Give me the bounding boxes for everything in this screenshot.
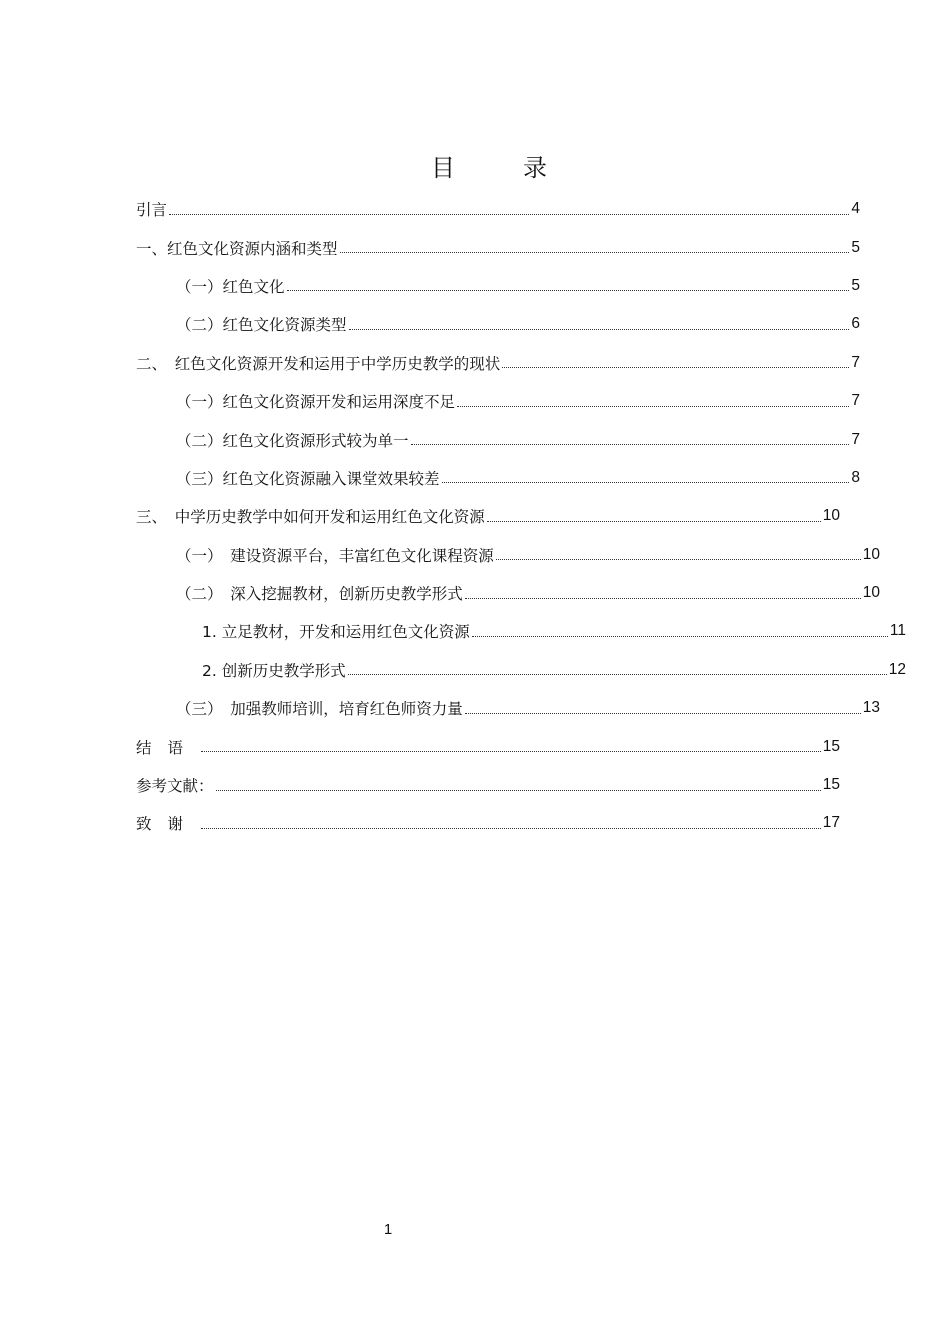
- toc-entry-section-2-2[interactable]: [136, 420, 860, 458]
- toc-page-number: 6: [851, 315, 860, 333]
- toc-page-number: 10: [822, 507, 840, 525]
- toc-entry-text: 三、 中学历史教学中如何开发和运用红色文化资源: [136, 508, 485, 527]
- toc-entry-text: （一）红色文化: [176, 277, 285, 296]
- toc-page-number: 15: [822, 737, 840, 755]
- toc-title: 目 录: [431, 154, 569, 182]
- toc-entry-text: （二）红色文化资源类型: [176, 316, 347, 335]
- toc-entry-subsection-3-2-2[interactable]: [136, 651, 906, 689]
- toc-page-number: 7: [851, 430, 860, 448]
- toc-entry-text: 引言: [136, 201, 168, 220]
- toc-entry-introduction[interactable]: [136, 190, 860, 228]
- toc-entry-text: （三） 加强教师培训，培育红色师资力量: [176, 700, 463, 719]
- footer-page-number: 1: [383, 1221, 393, 1238]
- toc-leader-dots: [340, 252, 850, 253]
- toc-leader-dots: [169, 214, 849, 215]
- toc-entry-text: （二） 深入挖掘教材，创新历史教学形式: [176, 585, 463, 604]
- toc-leader-dots: [465, 713, 861, 714]
- toc-page-number: 5: [851, 238, 860, 256]
- toc-leader-dots: [201, 828, 821, 829]
- toc-entry-acknowledgements[interactable]: [136, 804, 840, 842]
- toc-leader-dots: [465, 598, 861, 599]
- toc-entry-subsection-3-2-1[interactable]: [136, 612, 906, 650]
- toc-entry-section-3-3[interactable]: [136, 689, 880, 727]
- toc-entry-text: 2. 创新历史教学形式: [202, 661, 346, 680]
- table-of-contents: [136, 190, 906, 843]
- toc-leader-dots: [349, 329, 850, 330]
- toc-leader-dots: [496, 559, 861, 560]
- toc-leader-dots: [472, 636, 888, 637]
- toc-entry-chapter-2[interactable]: [136, 344, 860, 382]
- toc-page-number: 5: [851, 276, 860, 294]
- toc-entry-text: 1. 立足教材，开发和运用红色文化资源: [202, 623, 470, 642]
- toc-page-number: 10: [862, 545, 880, 563]
- toc-entry-section-1-1[interactable]: [136, 267, 860, 305]
- toc-leader-dots: [287, 290, 850, 291]
- toc-entry-section-2-1[interactable]: [136, 382, 860, 420]
- toc-leader-dots: [502, 367, 849, 368]
- toc-entry-text: 一、红色文化资源内涵和类型: [136, 239, 338, 258]
- toc-entry-chapter-3[interactable]: [136, 497, 840, 535]
- toc-leader-dots: [457, 406, 849, 407]
- toc-entry-text: （二）红色文化资源形式较为单一: [176, 431, 409, 450]
- toc-entry-text: （一） 建设资源平台，丰富红色文化课程资源: [176, 546, 494, 565]
- toc-leader-dots: [216, 790, 821, 791]
- toc-entry-section-3-2[interactable]: [136, 574, 880, 612]
- toc-entry-text: （三）红色文化资源融入课堂效果较差: [176, 469, 440, 488]
- toc-page-number: 7: [851, 392, 860, 410]
- toc-page-number: 15: [822, 776, 840, 794]
- toc-entry-chapter-1[interactable]: [136, 228, 860, 266]
- toc-entry-text: 二、 红色文化资源开发和运用于中学历史教学的现状: [136, 354, 501, 373]
- toc-page-number: 12: [888, 660, 906, 678]
- toc-page-number: 11: [889, 622, 906, 640]
- toc-page-number: 10: [862, 584, 880, 602]
- toc-entry-text: 致谢: [136, 815, 200, 834]
- toc-entry-text: （一）红色文化资源开发和运用深度不足: [176, 393, 456, 412]
- toc-entry-section-1-2[interactable]: [136, 305, 860, 343]
- toc-leader-dots: [411, 444, 850, 445]
- toc-page-number: 4: [851, 200, 860, 218]
- toc-leader-dots: [348, 674, 887, 675]
- toc-page-number: 7: [851, 353, 860, 371]
- toc-page-number: 17: [822, 814, 840, 832]
- toc-leader-dots: [487, 521, 821, 522]
- toc-entry-conclusion[interactable]: [136, 727, 840, 765]
- toc-page-number: 13: [862, 699, 880, 717]
- toc-entry-text: 结语: [136, 738, 200, 757]
- toc-entry-text: 参考文献：: [136, 777, 214, 796]
- toc-entry-references[interactable]: [136, 766, 840, 804]
- toc-leader-dots: [201, 751, 821, 752]
- toc-leader-dots: [442, 482, 850, 483]
- toc-entry-section-2-3[interactable]: [136, 459, 860, 497]
- toc-page-number: 8: [851, 468, 860, 486]
- toc-entry-section-3-1[interactable]: [136, 536, 880, 574]
